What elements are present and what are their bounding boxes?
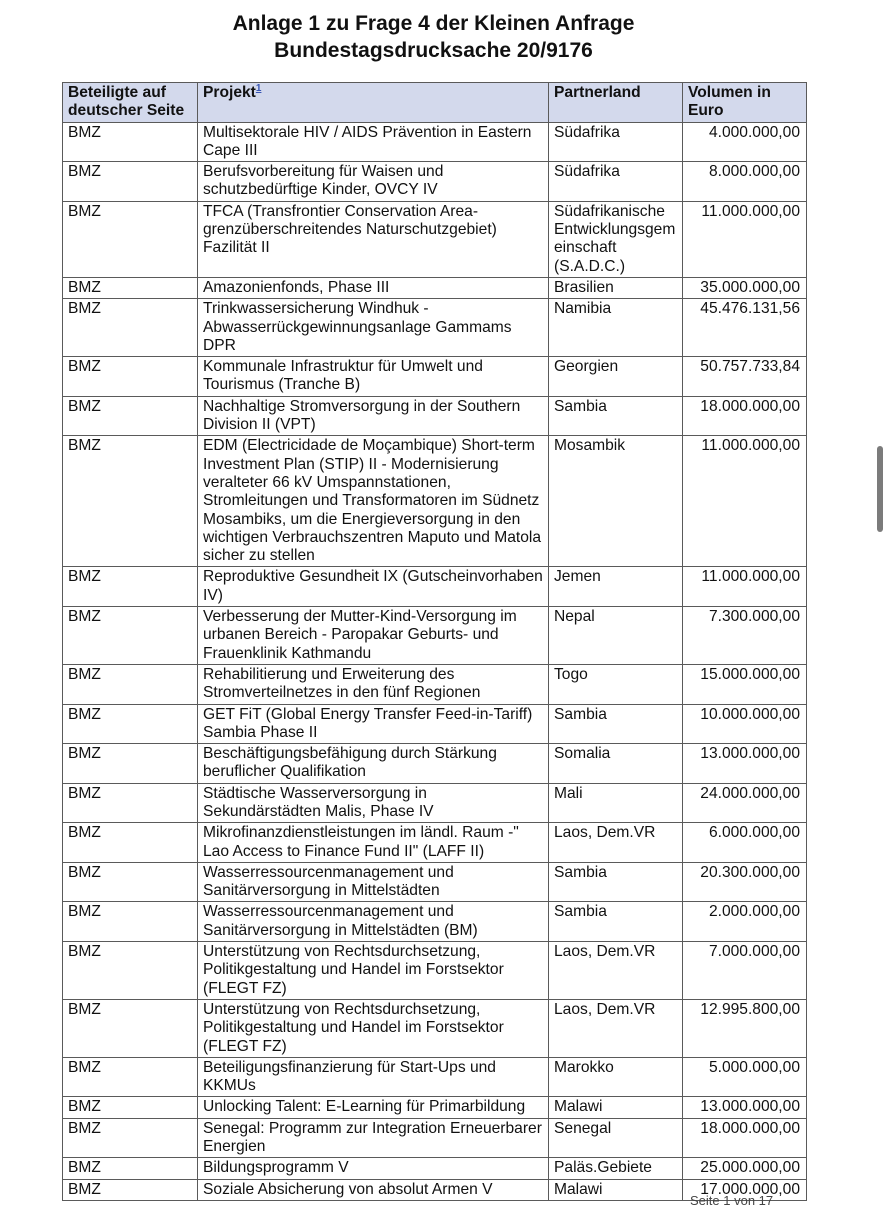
table-row bbox=[63, 1057, 807, 1097]
cell-beteiligte: BMZ bbox=[63, 607, 198, 665]
cell-volumen: 8.000.000,00 bbox=[683, 162, 807, 202]
table-row bbox=[63, 1158, 807, 1179]
cell-beteiligte: BMZ bbox=[63, 942, 198, 1000]
cell-volumen: 13.000.000,00 bbox=[683, 744, 807, 784]
title-line-1: Anlage 1 zu Frage 4 der Kleinen Anfrage bbox=[232, 12, 635, 35]
cell-volumen: 17.000.000,00 bbox=[683, 1179, 807, 1200]
cell-beteiligte: BMZ bbox=[63, 744, 198, 784]
cell-beteiligte: BMZ bbox=[63, 567, 198, 607]
cell-volumen: 12.995.800,00 bbox=[683, 999, 807, 1057]
table-header-row bbox=[63, 83, 807, 123]
cell-projekt: Soziale Absicherung von absolut Armen V bbox=[198, 1179, 549, 1200]
cell-partnerland: Georgien bbox=[549, 357, 683, 397]
cell-projekt: Wasserressourcenmanagement und Sanitärversorgung in Mittelstädten (BM) bbox=[198, 902, 549, 942]
cell-partnerland: Südafrika bbox=[549, 162, 683, 202]
cell-beteiligte: BMZ bbox=[63, 862, 198, 902]
cell-partnerland: Nepal bbox=[549, 607, 683, 665]
cell-projekt: Kommunale Infrastruktur für Umwelt und Tourismus (Tranche B) bbox=[198, 357, 549, 397]
cell-projekt: Wasserressourcenmanagement und Sanitärversorgung in Mittelstädten bbox=[198, 862, 549, 902]
cell-partnerland: Somalia bbox=[549, 744, 683, 784]
cell-partnerland: Mosambik bbox=[549, 436, 683, 567]
cell-volumen: 6.000.000,00 bbox=[683, 823, 807, 863]
cell-partnerland: Namibia bbox=[549, 299, 683, 357]
cell-beteiligte: BMZ bbox=[63, 396, 198, 436]
cell-partnerland: Brasilien bbox=[549, 277, 683, 298]
table-row bbox=[63, 357, 807, 397]
header-volumen: Volumen in Euro bbox=[683, 83, 807, 123]
cell-volumen: 18.000.000,00 bbox=[683, 396, 807, 436]
cell-beteiligte: BMZ bbox=[63, 277, 198, 298]
document-title bbox=[0, 10, 867, 64]
cell-volumen: 4.000.000,00 bbox=[683, 122, 807, 162]
cell-beteiligte: BMZ bbox=[63, 122, 198, 162]
cell-projekt: Unlocking Talent: E-Learning für Primarbildung bbox=[198, 1097, 549, 1118]
page-footer: Seite 1 von 17 bbox=[690, 1193, 774, 1208]
header-partnerland: Partnerland bbox=[549, 83, 683, 123]
cell-volumen: 13.000.000,00 bbox=[683, 1097, 807, 1118]
cell-volumen: 11.000.000,00 bbox=[683, 436, 807, 567]
cell-partnerland: Laos, Dem.VR bbox=[549, 823, 683, 863]
cell-projekt: Unterstützung von Rechtsdurchsetzung, Politikgestaltung und Handel im Forstsektor (FLEGT FZ) bbox=[198, 942, 549, 1000]
table-row bbox=[63, 607, 807, 665]
cell-projekt: Senegal: Programm zur Integration Erneuerbarer Energien bbox=[198, 1118, 549, 1158]
table-row bbox=[63, 862, 807, 902]
cell-volumen: 11.000.000,00 bbox=[683, 567, 807, 607]
cell-volumen: 45.476.131,56 bbox=[683, 299, 807, 357]
cell-beteiligte: BMZ bbox=[63, 704, 198, 744]
cell-volumen: 20.300.000,00 bbox=[683, 862, 807, 902]
cell-volumen: 35.000.000,00 bbox=[683, 277, 807, 298]
table-row bbox=[63, 436, 807, 567]
cell-volumen: 5.000.000,00 bbox=[683, 1057, 807, 1097]
cell-beteiligte: BMZ bbox=[63, 162, 198, 202]
cell-beteiligte: BMZ bbox=[63, 1179, 198, 1200]
table-row bbox=[63, 744, 807, 784]
table-row bbox=[63, 396, 807, 436]
cell-partnerland: Malawi bbox=[549, 1179, 683, 1200]
table-row bbox=[63, 999, 807, 1057]
cell-projekt: Reproduktive Gesundheit IX (Gutscheinvorhaben IV) bbox=[198, 567, 549, 607]
cell-partnerland: Laos, Dem.VR bbox=[549, 942, 683, 1000]
cell-partnerland: Südafrikanische Entwicklungsgem einschaft (S.A.D.C.) bbox=[549, 201, 683, 277]
cell-projekt: Bildungsprogramm V bbox=[198, 1158, 549, 1179]
table-row bbox=[63, 567, 807, 607]
cell-volumen: 7.000.000,00 bbox=[683, 942, 807, 1000]
cell-partnerland: Sambia bbox=[549, 704, 683, 744]
cell-partnerland: Sambia bbox=[549, 862, 683, 902]
cell-projekt: Berufsvorbereitung für Waisen und schutzbedürftige Kinder, OVCY IV bbox=[198, 162, 549, 202]
table-row bbox=[63, 942, 807, 1000]
cell-beteiligte: BMZ bbox=[63, 664, 198, 704]
header-projekt-label: Projekt bbox=[203, 84, 256, 101]
table-row bbox=[63, 1118, 807, 1158]
cell-projekt: Beschäftigungsbefähigung durch Stärkung beruflicher Qualifikation bbox=[198, 744, 549, 784]
cell-projekt: Rehabilitierung und Erweiterung des Stromverteilnetzes in den fünf Regionen bbox=[198, 664, 549, 704]
projects-table bbox=[62, 82, 807, 1201]
cell-volumen: 15.000.000,00 bbox=[683, 664, 807, 704]
table-row bbox=[63, 201, 807, 277]
cell-volumen: 2.000.000,00 bbox=[683, 902, 807, 942]
header-projekt bbox=[198, 83, 549, 123]
cell-partnerland: Mali bbox=[549, 783, 683, 823]
cell-beteiligte: BMZ bbox=[63, 999, 198, 1057]
cell-beteiligte: BMZ bbox=[63, 357, 198, 397]
cell-projekt: Multisektorale HIV / AIDS Prävention in Eastern Cape III bbox=[198, 122, 549, 162]
cell-volumen: 10.000.000,00 bbox=[683, 704, 807, 744]
table-row bbox=[63, 122, 807, 162]
cell-partnerland: Laos, Dem.VR bbox=[549, 999, 683, 1057]
cell-projekt: Nachhaltige Stromversorgung in der Southern Division II (VPT) bbox=[198, 396, 549, 436]
cell-projekt: EDM (Electricidade de Moçambique) Short-term Investment Plan (STIP) II - Modernisierung veralteter 66 kV Umspannstationen, Stromleitungen und Transformatoren im Südnetz Mosambiks, um die Energieversorgung in den wichtigen Verbrauchszentren Maputo und Matola sicher zu stellen bbox=[198, 436, 549, 567]
cell-volumen: 11.000.000,00 bbox=[683, 201, 807, 277]
cell-projekt: Verbesserung der Mutter-Kind-Versorgung im urbanen Bereich - Paropakar Geburts- und Frauenklinik Kathmandu bbox=[198, 607, 549, 665]
table-row bbox=[63, 902, 807, 942]
table-row bbox=[63, 277, 807, 298]
cell-beteiligte: BMZ bbox=[63, 783, 198, 823]
cell-projekt: Amazonienfonds, Phase III bbox=[198, 277, 549, 298]
cell-volumen: 18.000.000,00 bbox=[683, 1118, 807, 1158]
cell-beteiligte: BMZ bbox=[63, 436, 198, 567]
cell-volumen: 50.757.733,84 bbox=[683, 357, 807, 397]
cell-beteiligte: BMZ bbox=[63, 823, 198, 863]
cell-projekt: Unterstützung von Rechtsdurchsetzung, Politikgestaltung und Handel im Forstsektor (FLEGT FZ) bbox=[198, 999, 549, 1057]
cell-partnerland: Sambia bbox=[549, 902, 683, 942]
cell-beteiligte: BMZ bbox=[63, 299, 198, 357]
cell-partnerland: Jemen bbox=[549, 567, 683, 607]
cell-beteiligte: BMZ bbox=[63, 201, 198, 277]
cell-volumen: 25.000.000,00 bbox=[683, 1158, 807, 1179]
header-beteiligte: Beteiligte auf deutscher Seite bbox=[63, 83, 198, 123]
table-row bbox=[63, 299, 807, 357]
cell-partnerland: Südafrika bbox=[549, 122, 683, 162]
table-row bbox=[63, 704, 807, 744]
cell-partnerland: Sambia bbox=[549, 396, 683, 436]
cell-volumen: 7.300.000,00 bbox=[683, 607, 807, 665]
title-line-2: Bundestagsdrucksache 20/9176 bbox=[274, 39, 593, 62]
cell-projekt: TFCA (Transfrontier Conservation Area- grenzüberschreitendes Naturschutzgebiet) Fazilität II bbox=[198, 201, 549, 277]
table-body bbox=[63, 122, 807, 1200]
cell-beteiligte: BMZ bbox=[63, 902, 198, 942]
cell-projekt: Trinkwassersicherung Windhuk - Abwasserrückgewinnungsanlage Gammams DPR bbox=[198, 299, 549, 357]
vertical-scrollbar[interactable] bbox=[877, 446, 883, 532]
cell-partnerland: Malawi bbox=[549, 1097, 683, 1118]
table-row bbox=[63, 664, 807, 704]
cell-beteiligte: BMZ bbox=[63, 1097, 198, 1118]
cell-partnerland: Marokko bbox=[549, 1057, 683, 1097]
cell-partnerland: Paläs.Gebiete bbox=[549, 1158, 683, 1179]
table-row bbox=[63, 162, 807, 202]
cell-projekt: Mikrofinanzdienstleistungen im ländl. Raum -" Lao Access to Finance Fund II" (LAFF II) bbox=[198, 823, 549, 863]
table-row bbox=[63, 823, 807, 863]
cell-beteiligte: BMZ bbox=[63, 1158, 198, 1179]
cell-projekt: Beteiligungsfinanzierung für Start-Ups und KKMUs bbox=[198, 1057, 549, 1097]
cell-volumen: 24.000.000,00 bbox=[683, 783, 807, 823]
footnote-link[interactable]: 1 bbox=[255, 82, 262, 94]
cell-projekt: GET FiT (Global Energy Transfer Feed-in-Tariff) Sambia Phase II bbox=[198, 704, 549, 744]
cell-partnerland: Senegal bbox=[549, 1118, 683, 1158]
cell-partnerland: Togo bbox=[549, 664, 683, 704]
table-row bbox=[63, 1097, 807, 1118]
cell-beteiligte: BMZ bbox=[63, 1057, 198, 1097]
cell-beteiligte: BMZ bbox=[63, 1118, 198, 1158]
cell-projekt: Städtische Wasserversorgung in Sekundärstädten Malis, Phase IV bbox=[198, 783, 549, 823]
table-row bbox=[63, 783, 807, 823]
